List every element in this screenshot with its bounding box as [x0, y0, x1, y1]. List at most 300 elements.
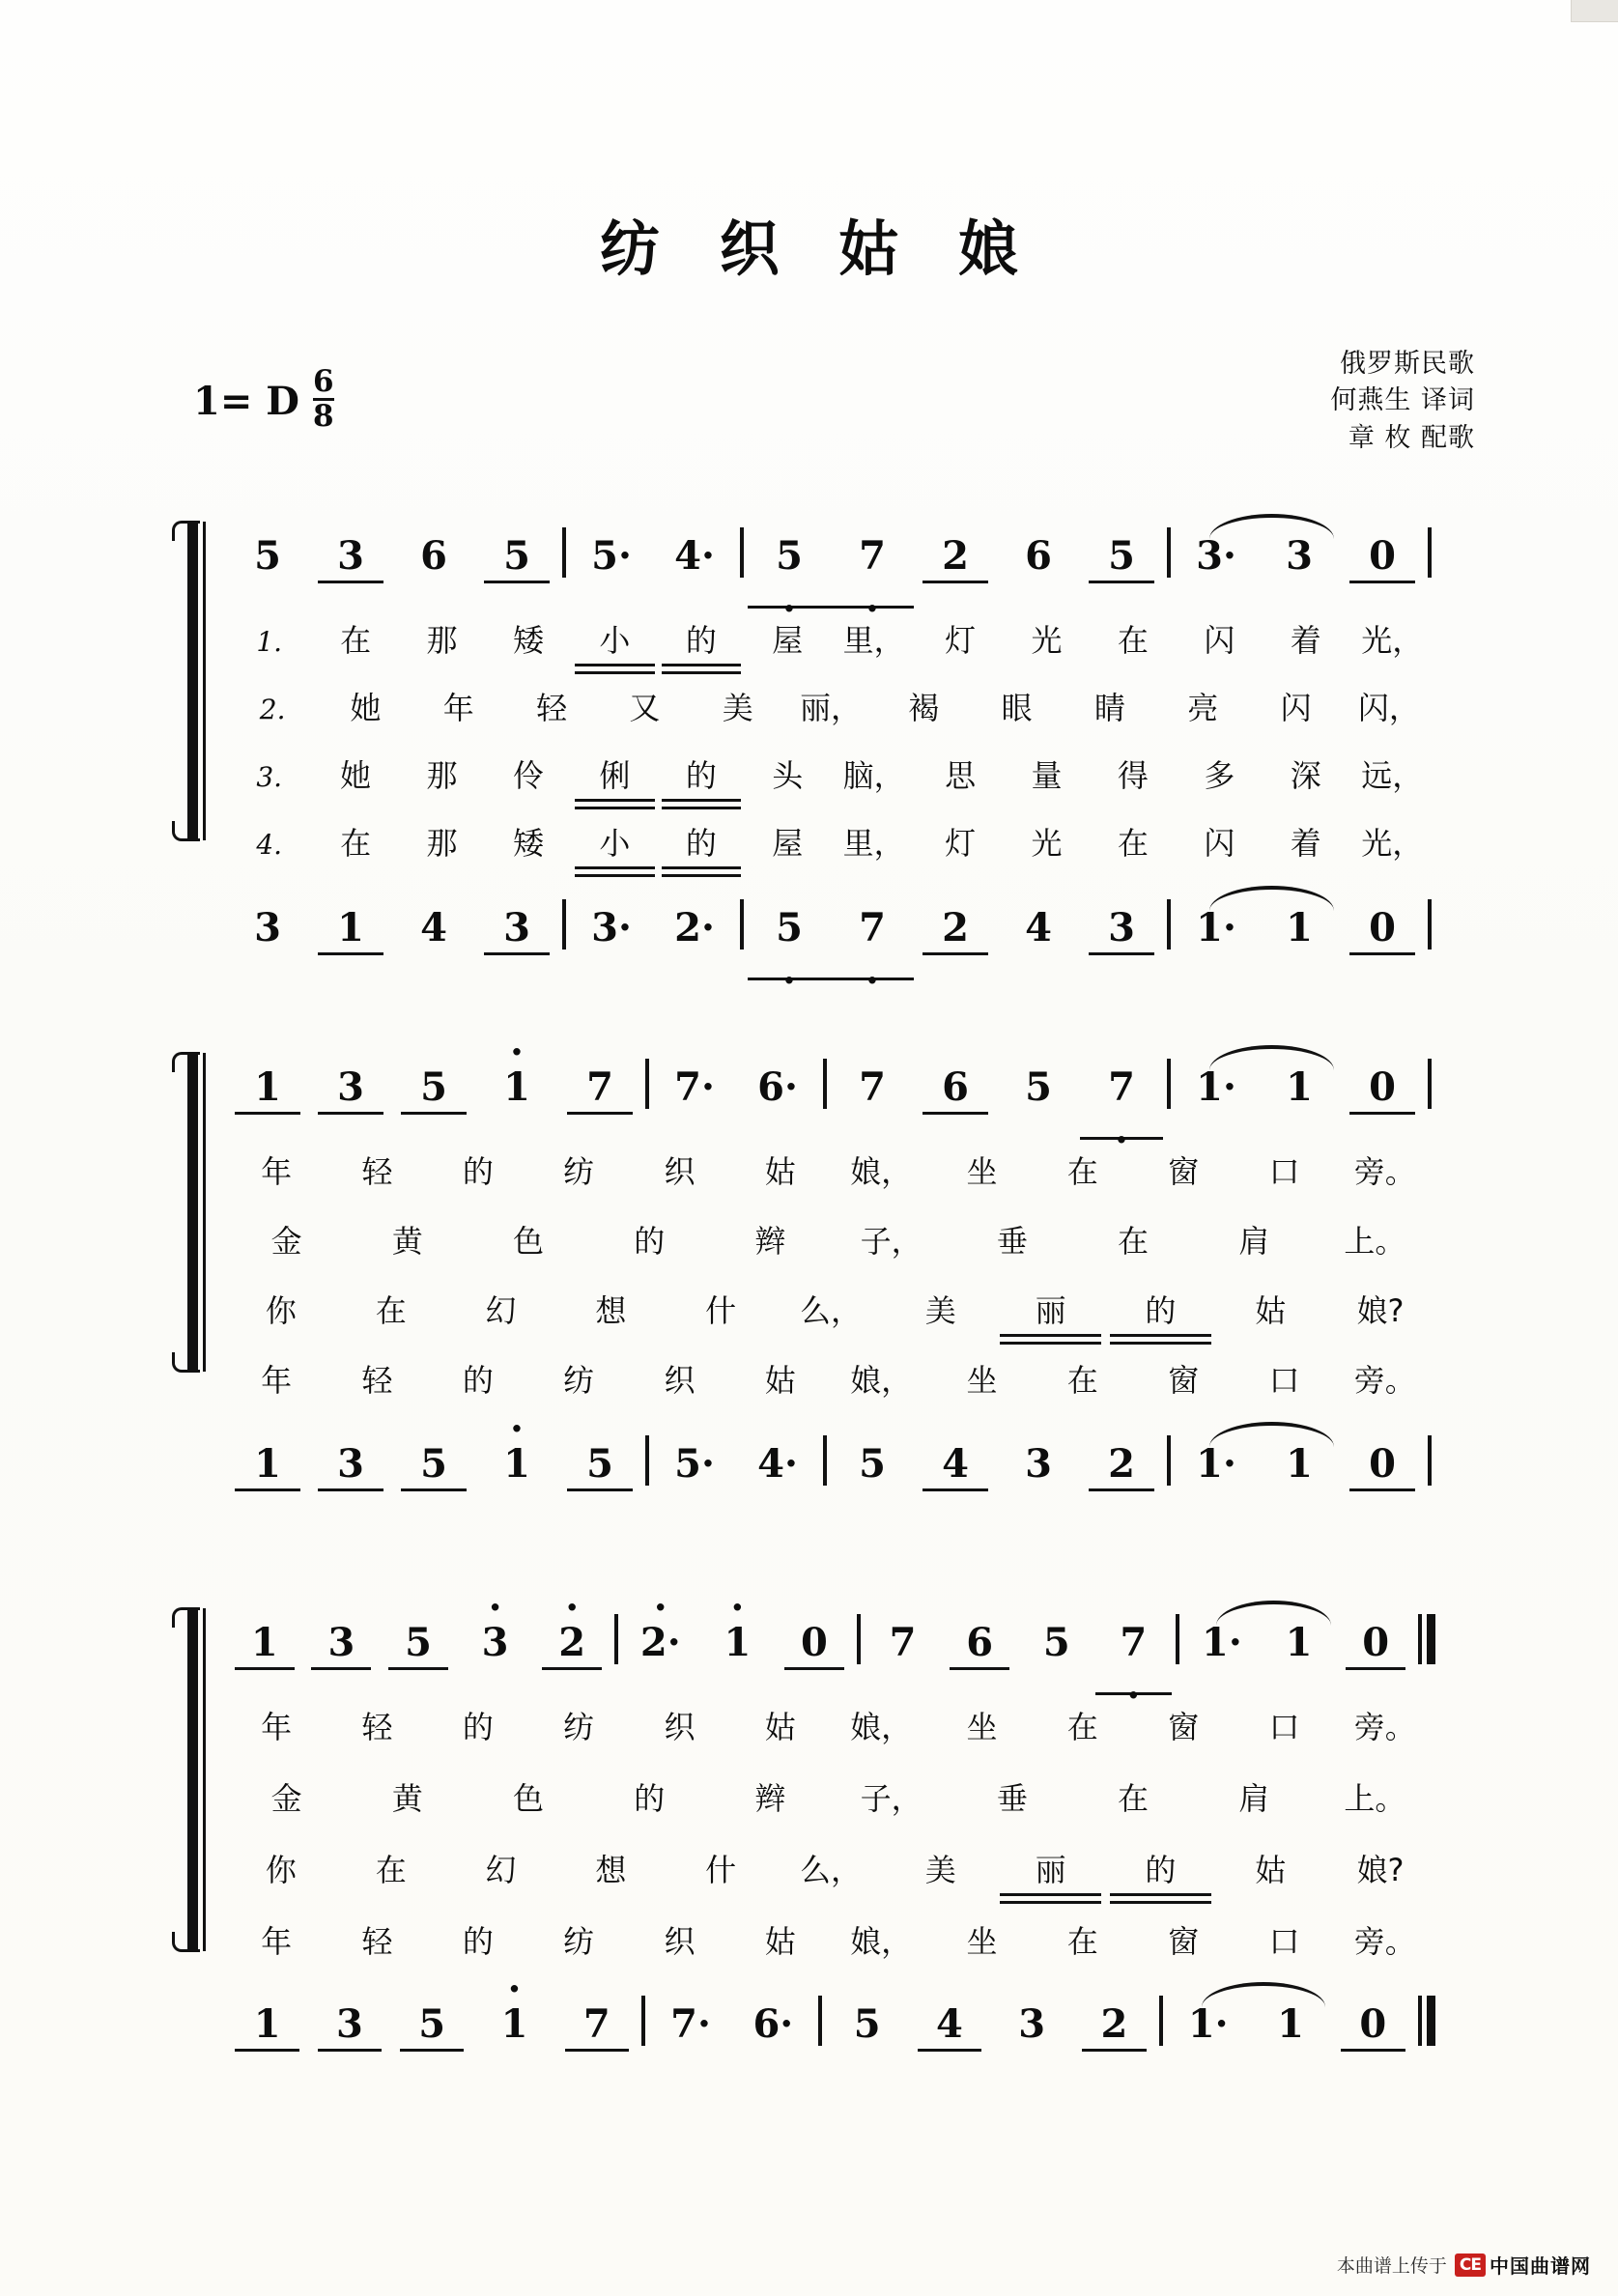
barline: [823, 1435, 827, 1486]
melody-line: [226, 1608, 1435, 1666]
note-cell: 3: [309, 537, 392, 580]
note-cell: 4: [914, 1445, 997, 1488]
lyric-syllable: 姑: [764, 1923, 796, 1960]
lyric-syllable: 在: [1118, 1223, 1150, 1260]
lyric-syllable: 在: [340, 825, 372, 862]
lyric-syllable: 子，: [860, 1780, 923, 1817]
barline: [1428, 899, 1432, 950]
lyric-syllable: 辫: [754, 1780, 786, 1817]
lyric-syllable: 想: [595, 1292, 627, 1329]
lyric-syllable: 织: [664, 1709, 695, 1745]
note-cell: 6: [420, 533, 447, 579]
tie-slur: [1209, 886, 1334, 911]
lyric-syllable: 什: [705, 1852, 737, 1888]
note-cell: 1: [1286, 1064, 1313, 1110]
barline: [740, 899, 744, 950]
lyric-syllable: 旁。: [1353, 1362, 1416, 1399]
lyric-syllable: 在: [1117, 622, 1149, 659]
barline: [641, 1996, 645, 2046]
system-brace: [180, 1053, 209, 1372]
verse-number: 1.: [256, 626, 283, 658]
credit-line-translator: 何燕生 译词: [1330, 385, 1475, 416]
note-cell: 5: [558, 1445, 641, 1488]
lyric-syllable: 在: [1117, 825, 1149, 862]
lyric-syllable: 金: [270, 1223, 302, 1260]
logo-text: 中国曲谱网: [1490, 2254, 1591, 2278]
lyric-syllable: 窗: [1168, 1362, 1200, 1399]
lyric-syllable: 么，: [799, 1292, 862, 1329]
lyric-syllable: 姑: [1255, 1292, 1287, 1329]
lyric-syllable: 纺: [563, 1153, 595, 1190]
lyric-syllable: 那: [426, 622, 458, 659]
lyric-syllable: 美: [722, 690, 753, 726]
note-cell: 5: [475, 537, 558, 580]
barline: [740, 527, 744, 578]
note-cell: 1: [1285, 1620, 1313, 1665]
lyric-syllable: 坐: [966, 1923, 998, 1960]
note-cell: 0: [1341, 537, 1424, 580]
time-signature-denominator: 8: [312, 399, 334, 434]
lyric-syllable: 色: [513, 1223, 545, 1260]
note-cell: 7: [555, 2005, 638, 2048]
tie-slur: [1209, 1422, 1334, 1447]
lyric-line-4: [226, 816, 1435, 863]
lyric-syllable: 俐: [572, 760, 658, 795]
lyric-syllable: 屋: [772, 825, 804, 862]
page-corner-mark: [1571, 0, 1618, 22]
lyric-syllable: 眼: [1001, 690, 1033, 726]
barline: [1428, 1435, 1432, 1486]
note-cell: 4: [420, 905, 447, 950]
barline: [1167, 899, 1171, 950]
note-cell: 4: [1025, 905, 1052, 950]
key-signature: [193, 364, 334, 434]
note-cell: 0: [1341, 1068, 1424, 1111]
final-barline: [1418, 1614, 1435, 1666]
lyric-syllable: 娘?: [1356, 1852, 1405, 1888]
note-cell: 7 ·: [1095, 1624, 1173, 1666]
lyric-syllable: 得: [1117, 757, 1149, 794]
note-cell: 3: [308, 2005, 390, 2048]
lyric-syllable: 的: [462, 1923, 494, 1960]
footer-note: 本曲谱上传于: [1336, 2255, 1447, 2277]
lyric-syllable: 肩: [1238, 1780, 1270, 1817]
note-cell: 7: [558, 1068, 641, 1111]
note-cell: 4: [908, 2005, 990, 2048]
lyric-syllable: 在: [375, 1852, 407, 1888]
lyric-syllable: 美: [924, 1292, 956, 1329]
barline: [645, 1059, 649, 1109]
lyric-syllable: 幻: [485, 1852, 517, 1888]
note-cell: 3·: [1175, 537, 1258, 580]
lyric-syllable: 上。: [1344, 1780, 1406, 1817]
lyric-syllable: 的: [658, 828, 744, 863]
note-cell: 3: [1286, 533, 1313, 579]
music-system-3: [180, 1608, 1435, 2047]
lyric-syllable: 口: [1268, 1709, 1300, 1745]
logo-badge-icon: CE: [1455, 2253, 1486, 2277]
note-cell: 6·: [752, 2001, 794, 2047]
note-cell: · 2·: [622, 1624, 699, 1666]
barline: [1159, 1996, 1163, 2046]
lyric-syllable: 纺: [563, 1709, 595, 1745]
lyric-syllable: 旁。: [1353, 1923, 1416, 1960]
lyric-syllable: 那: [426, 757, 458, 794]
lyric-syllable: 年: [442, 690, 474, 726]
tie-slur: [1209, 1045, 1334, 1070]
lyric-syllable: 年: [261, 1362, 293, 1399]
note-cell: 5: [380, 1624, 457, 1666]
note-cell: 5: [1080, 537, 1163, 580]
lyric-syllable: 思: [945, 757, 977, 794]
note-cell: 2: [1073, 2005, 1155, 2048]
lyric-line-1: [226, 1145, 1435, 1191]
lyric-syllable: 丽，: [800, 690, 863, 726]
note-cell: 1·: [1175, 1068, 1258, 1111]
note-cell: 5: [853, 2001, 881, 2047]
lyric-syllable: 坐: [966, 1153, 998, 1190]
lyric-syllable: 深: [1290, 757, 1321, 794]
barline: [1167, 1059, 1171, 1109]
lyric-syllable: 的: [634, 1223, 666, 1260]
note-cell: 6·: [757, 1064, 798, 1110]
lyric-syllable: 娘?: [1356, 1292, 1405, 1329]
lyric-syllable: 窗: [1168, 1709, 1200, 1745]
lyric-syllable: 在: [1118, 1780, 1150, 1817]
lyric-syllable: 窗: [1168, 1923, 1200, 1960]
lyric-syllable: 矮: [512, 622, 544, 659]
note-cell: 3: [309, 1445, 392, 1488]
lyric-syllable: 上。: [1344, 1223, 1406, 1260]
note-cell: · 1: [473, 2005, 555, 2048]
lyric-syllable: 她: [350, 690, 382, 726]
page-title: 纺 织 姑 娘: [600, 213, 1037, 284]
lyric-syllable: 亮: [1187, 690, 1219, 726]
lyric-line-4: [226, 1353, 1435, 1400]
lyric-syllable: 光，: [1361, 622, 1424, 659]
note-cell: 7 ·: [1080, 1068, 1163, 1111]
lyric-syllable: 姑: [764, 1709, 796, 1745]
lyric-syllable: 肩: [1238, 1223, 1270, 1260]
music-system-2: [180, 1053, 1435, 1487]
note-cell: 0: [1337, 1624, 1414, 1666]
lyric-syllable: 纺: [563, 1362, 595, 1399]
lyric-syllable: 伶: [512, 757, 544, 794]
note-cell: 7 ·: [831, 909, 914, 951]
note-cell: 3: [303, 1624, 381, 1666]
lyric-syllable: 远，: [1361, 757, 1424, 794]
note-cell: · 1: [475, 1068, 558, 1111]
lyric-syllable: 轻: [361, 1709, 393, 1745]
note-cell: 0: [776, 1624, 853, 1666]
lyric-syllable: 轻: [361, 1362, 393, 1399]
lyric-syllable: 小: [572, 625, 658, 660]
lyric-syllable: 闪: [1204, 825, 1235, 862]
lyric-syllable: 姑: [764, 1153, 796, 1190]
lyric-syllable: 坐: [966, 1709, 998, 1745]
note-cell: 3: [1080, 909, 1163, 951]
time-signature-numerator: 6: [312, 364, 334, 399]
lyric-line-2: [226, 1772, 1435, 1818]
lyric-syllable: 辫: [754, 1223, 786, 1260]
lyric-syllable: 光: [1031, 622, 1063, 659]
barline: [614, 1614, 618, 1664]
lyric-syllable: 织: [664, 1923, 695, 1960]
note-cell: 2·: [674, 905, 715, 950]
lyric-syllable: 又: [629, 690, 661, 726]
lyric-syllable: 脑，: [842, 757, 905, 794]
lyric-syllable: 小: [572, 828, 658, 863]
lyric-syllable: 的: [658, 625, 744, 660]
barline: [818, 1996, 822, 2046]
note-cell: 1·: [1175, 1445, 1258, 1488]
lyric-line-3: [226, 1843, 1435, 1889]
system-brace: [180, 1608, 209, 1951]
lyric-line-2: [226, 1214, 1435, 1261]
lyric-syllable: 在: [1066, 1153, 1098, 1190]
lyric-syllable: 色: [513, 1780, 545, 1817]
lyric-syllable: 旁。: [1353, 1709, 1416, 1745]
melody-line: [226, 1053, 1435, 1111]
lyric-syllable: 窗: [1168, 1153, 1200, 1190]
lyric-syllable: 黄: [391, 1223, 423, 1260]
lyric-syllable: 闪，: [1357, 690, 1420, 726]
lyric-line-1: [226, 613, 1435, 660]
lyric-syllable: 光，: [1361, 825, 1424, 862]
lyric-syllable: 织: [664, 1153, 695, 1190]
note-cell: 1·: [1175, 909, 1258, 951]
note-cell: 1: [1286, 905, 1313, 950]
barline: [562, 527, 566, 578]
note-cell: 5: [254, 533, 281, 579]
lyric-syllable: 么，: [799, 1852, 862, 1888]
lyric-syllable: 娘，: [850, 1362, 913, 1399]
note-cell: · 2: [533, 1624, 610, 1666]
barline: [1428, 1059, 1432, 1109]
lyric-syllable: 口: [1268, 1153, 1300, 1190]
lyric-syllable: 黄: [391, 1780, 423, 1817]
site-logo: [1455, 2251, 1591, 2279]
note-cell: 1: [226, 2005, 308, 2048]
lyric-syllable: 纺: [563, 1923, 595, 1960]
lyric-syllable: 垂: [996, 1780, 1028, 1817]
note-cell: 1: [226, 1624, 303, 1666]
barline: [823, 1059, 827, 1109]
lyric-syllable: 的: [462, 1709, 494, 1745]
note-cell: 4·: [757, 1441, 798, 1487]
note-cell: 5: [392, 1445, 475, 1488]
lyric-syllable: 什: [705, 1292, 737, 1329]
note-cell: · 1: [475, 1445, 558, 1488]
note-cell: 1: [1277, 2001, 1304, 2047]
note-cell: 3: [254, 905, 281, 950]
melody-line: [226, 522, 1435, 580]
lyric-syllable: 的: [462, 1362, 494, 1399]
note-cell: 3: [475, 909, 558, 951]
lyric-syllable: 的: [1106, 1295, 1216, 1330]
credit-line-arranger: 章 枚 配歌: [1348, 422, 1475, 453]
note-cell: 1: [309, 909, 392, 951]
lyric-syllable: 在: [1066, 1923, 1098, 1960]
verse-number: 2.: [259, 694, 286, 725]
barline: [857, 1614, 861, 1664]
note-cell: 0: [1332, 2005, 1414, 2048]
note-cell: 0: [1341, 909, 1424, 951]
lyric-syllable: 的: [634, 1780, 666, 1817]
lyric-syllable: 你: [265, 1292, 297, 1329]
lyric-syllable: 灯: [945, 825, 977, 862]
note-cell: 1·: [1167, 2005, 1249, 2048]
note-cell: 5: [859, 1441, 886, 1487]
key-label: 1= D: [193, 379, 299, 424]
lyric-syllable: 着: [1290, 825, 1321, 862]
note-cell: 5 ·: [748, 909, 831, 951]
lyric-syllable: 的: [1106, 1855, 1216, 1889]
lyric-syllable: 坐: [966, 1362, 998, 1399]
lyric-syllable: 年: [261, 1923, 293, 1960]
harmony-line: [226, 1430, 1435, 1488]
lyric-syllable: 轻: [361, 1923, 393, 1960]
lyric-syllable: 量: [1031, 757, 1063, 794]
lyric-syllable: 闪: [1204, 622, 1235, 659]
lyric-syllable: 里，: [842, 825, 905, 862]
lyric-syllable: 屋: [772, 622, 804, 659]
note-cell: 7 ·: [831, 537, 914, 580]
lyric-syllable: 娘，: [850, 1923, 913, 1960]
note-cell: 6: [941, 1624, 1018, 1666]
lyric-syllable: 里，: [842, 622, 905, 659]
note-cell: 3: [1025, 1441, 1052, 1487]
note-cell: · 3: [457, 1624, 534, 1666]
note-cell: 5·: [674, 1441, 715, 1487]
tie-slur: [1209, 514, 1334, 539]
credits-block: [1330, 346, 1475, 457]
lyric-syllable: 丽: [996, 1295, 1106, 1330]
lyric-line-3: [226, 1284, 1435, 1330]
lyric-syllable: 娘，: [850, 1709, 913, 1745]
barline: [1167, 527, 1171, 578]
lyric-line-3: [226, 749, 1435, 795]
lyric-syllable: 轻: [361, 1153, 393, 1190]
barline: [1167, 1435, 1171, 1486]
tie-slur: [1216, 1601, 1331, 1626]
footer-watermark: [1337, 2251, 1591, 2279]
note-cell: 7·: [670, 2001, 711, 2047]
lyric-syllable: 年: [261, 1709, 293, 1745]
note-cell: 6: [914, 1068, 997, 1111]
lyric-syllable: 头: [772, 757, 804, 794]
lyric-syllable: 口: [1268, 1923, 1300, 1960]
lyric-line-1: [226, 1700, 1435, 1746]
credit-line-composer: 俄罗斯民歌: [1340, 349, 1475, 379]
lyric-line-4: [226, 1914, 1435, 1961]
note-cell: 2: [1080, 1445, 1163, 1488]
lyric-syllable: 金: [270, 1780, 302, 1817]
lyric-syllable: 闪: [1280, 690, 1312, 726]
lyric-syllable: 在: [375, 1292, 407, 1329]
note-cell: 7: [889, 1620, 917, 1665]
note-cell: 0: [1341, 1445, 1424, 1488]
note-cell: 1: [226, 1445, 309, 1488]
lyric-syllable: 年: [261, 1153, 293, 1190]
note-cell: 5·: [591, 533, 632, 579]
note-cell: 1: [226, 1068, 309, 1111]
time-signature: [312, 364, 334, 434]
lyric-syllable: 织: [664, 1362, 695, 1399]
note-cell: 3·: [591, 905, 632, 950]
harmony-line: [226, 1990, 1435, 2048]
harmony-line: [226, 893, 1435, 951]
verse-number: 4.: [256, 829, 283, 861]
lyric-syllable: 矮: [512, 825, 544, 862]
verse-number: 3.: [256, 761, 283, 793]
lyric-syllable: 在: [1066, 1362, 1098, 1399]
lyric-syllable: 娘，: [850, 1153, 913, 1190]
lyric-syllable: 光: [1031, 825, 1063, 862]
music-system-1: [180, 522, 1435, 950]
lyric-syllable: 美: [924, 1852, 956, 1888]
note-cell: 2: [914, 909, 997, 951]
lyric-syllable: 垂: [996, 1223, 1028, 1260]
lyric-syllable: 着: [1290, 622, 1321, 659]
note-cell: 5 ·: [748, 537, 831, 580]
lyric-syllable: 的: [462, 1153, 494, 1190]
note-cell: 5: [391, 2005, 473, 2048]
lyric-syllable: 姑: [1255, 1852, 1287, 1888]
final-barline: [1418, 1996, 1435, 2048]
note-cell: 1·: [1183, 1624, 1261, 1666]
note-cell: 5: [1042, 1620, 1070, 1665]
lyric-syllable: 在: [1066, 1709, 1098, 1745]
barline: [645, 1435, 649, 1486]
system-brace: [180, 522, 209, 840]
lyric-syllable: 睛: [1093, 690, 1125, 726]
lyric-syllable: 轻: [536, 690, 568, 726]
note-cell: 5: [392, 1068, 475, 1111]
lyric-syllable: 旁。: [1353, 1153, 1416, 1190]
note-cell: 1: [1286, 1441, 1313, 1487]
lyric-syllable: 那: [426, 825, 458, 862]
lyric-syllable: 姑: [764, 1362, 796, 1399]
lyric-line-2: [226, 681, 1435, 727]
note-cell: 7·: [674, 1064, 715, 1110]
lyric-syllable: 她: [340, 757, 372, 794]
note-cell: 6: [1025, 533, 1052, 579]
barline: [1176, 1614, 1179, 1664]
note-cell: 5: [1025, 1064, 1052, 1110]
lyric-syllable: 的: [658, 760, 744, 795]
lyric-syllable: 灯: [945, 622, 977, 659]
lyric-syllable: 褐: [908, 690, 940, 726]
barline: [562, 899, 566, 950]
lyric-syllable: 丽: [996, 1855, 1106, 1889]
lyric-syllable: 你: [265, 1852, 297, 1888]
note-cell: 2: [914, 537, 997, 580]
note-cell: · 1: [699, 1624, 777, 1666]
note-cell: 3: [309, 1068, 392, 1111]
note-cell: 7: [859, 1064, 886, 1110]
note-cell: 3: [1018, 2001, 1046, 2047]
lyric-syllable: 在: [340, 622, 372, 659]
barline: [1428, 527, 1432, 578]
lyric-syllable: 子，: [860, 1223, 923, 1260]
lyric-syllable: 口: [1268, 1362, 1300, 1399]
tie-slur: [1202, 1982, 1325, 2007]
lyric-syllable: 多: [1204, 757, 1235, 794]
note-cell: 4·: [674, 533, 715, 579]
lyric-syllable: 幻: [485, 1292, 517, 1329]
lyric-syllable: 想: [595, 1852, 627, 1888]
